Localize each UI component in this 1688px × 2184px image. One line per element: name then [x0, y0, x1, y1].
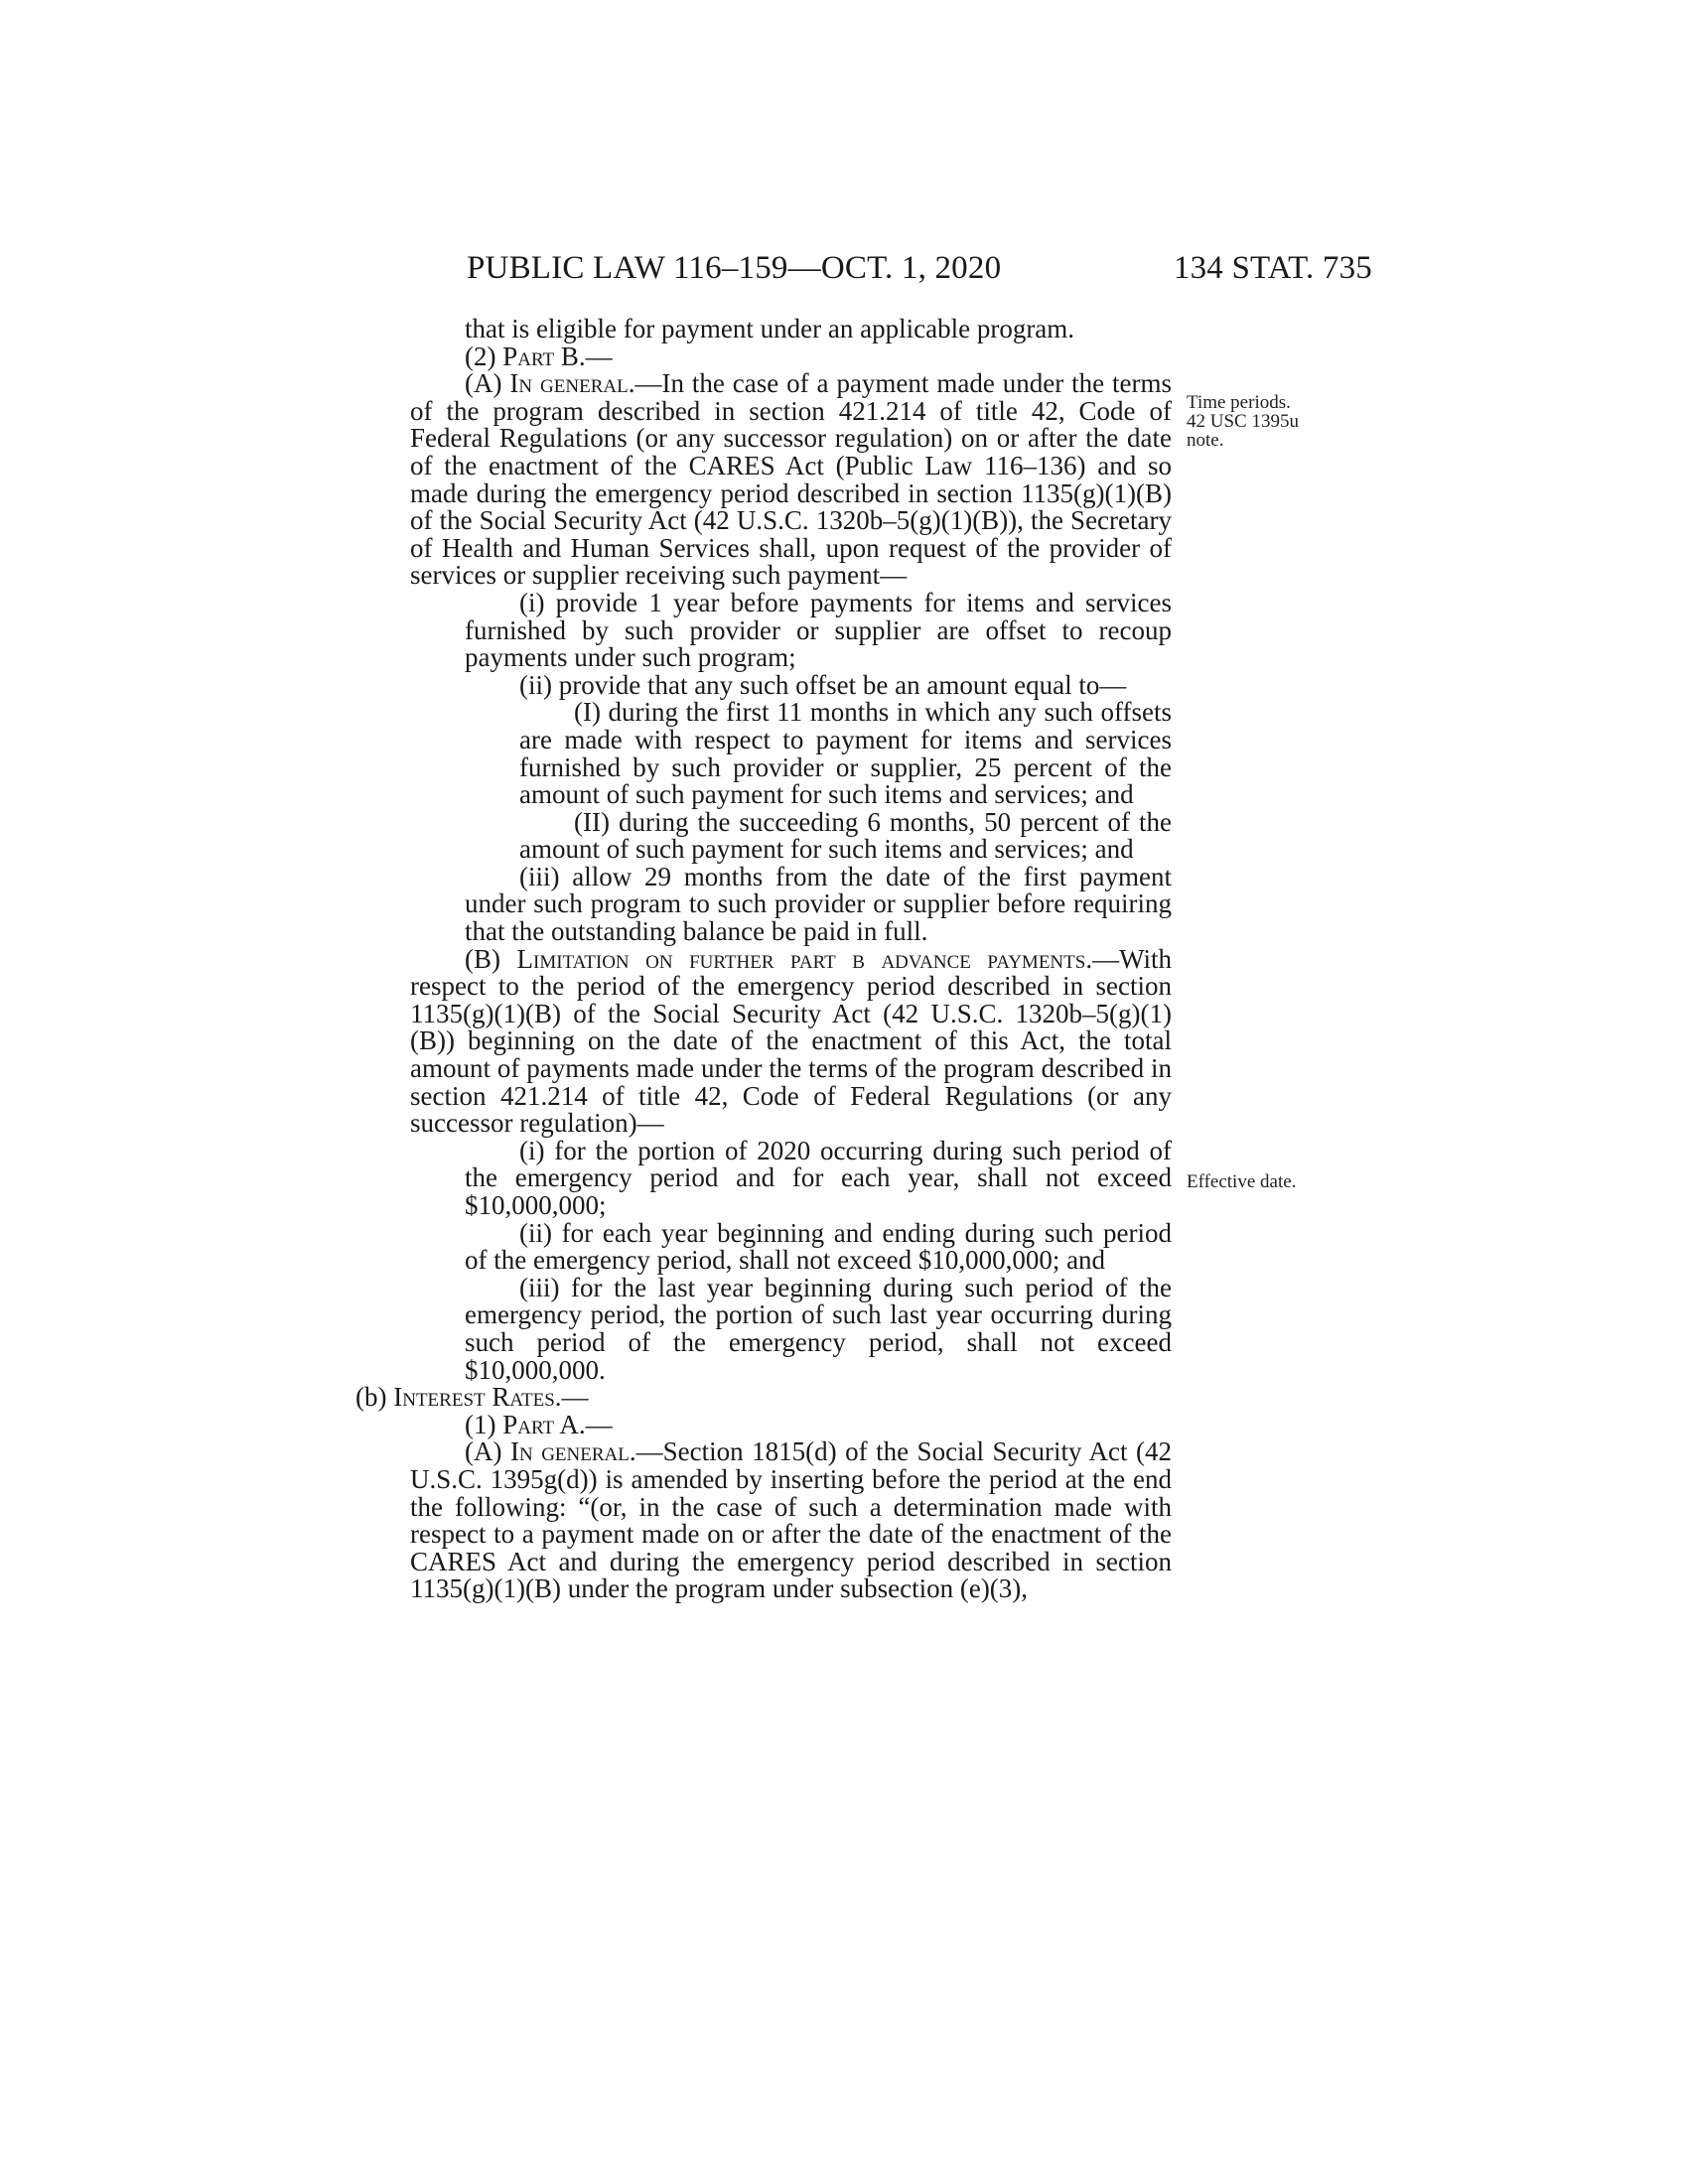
margin-note-usc-citation: 42 USC 1395u: [1187, 411, 1299, 432]
paragraph-1-part-a: (1) Part A.—: [465, 1409, 613, 1439]
header-title: PUBLIC LAW 116–159—OCT. 1, 2020: [467, 250, 1002, 286]
subclause-I-first-11-months: (I) during the first 11 months in which any such offsets are made with respect to payment for items and services furnished by such provider or supplier, 25 percent of the amount of such payment for such items and services; and: [519, 697, 1172, 810]
paragraph-continuation: that is eligible for payment under an applicable program.: [465, 314, 1075, 343]
paragraph-a-section-1815: (A) In general.—Section 1815(d) of the Social Security Act (42 U.S.C. 1395g(d)) is amended by inserting before the period at the end the following: “(or, in the case of such a determination made with respect to a payment made on or after the date of the enactment of the CARES Act and during the emergency period described in section 1135(g)(1)(B) under the program under subsection (e)(3),: [410, 1436, 1172, 1604]
clause-iii-last-year: (iii) for the last year beginning during such period of the emergency period, the portion of such last year occurring during such period of the emergency period, shall not exceed $10,000,000.: [465, 1272, 1172, 1385]
paragraph-b-limitation: (B) Limitation on further part b advance payments.—With respect to the period of the emergency period described in section 1135(g)(1)(B) of the Social Security Act (42 U.S.C. 1320b–5(g)(1)(B)) beginning on the date of the enactment of this Act, the total amount of payments made under the terms of the program described in section 421.214 of title 42, Code of Federal Regulations (or any successor regulation)—: [410, 943, 1172, 1139]
statute-body: [355, 314, 1173, 1604]
clause-iii-allow-29-months: (iii) allow 29 months from the date of the first payment under such program to such provider or supplier before requiring that the outstanding balance be paid in full.: [465, 861, 1172, 947]
margin-note-effective-date: Effective date.: [1187, 1171, 1297, 1192]
paragraph-2-part-b: (2) Part B.—: [465, 341, 613, 371]
clause-i-portion-of-2020: (i) for the portion of 2020 occurring during such period of the emergency period and for each year, shall not exceed $10,000,000;: [465, 1135, 1172, 1220]
clause-i-provide-1-year: (i) provide 1 year before payments for items and services furnished by such provider or supplier are offset to recoup payments under such program;: [465, 587, 1172, 673]
margin-note-time-periods-label: Time periods.: [1187, 392, 1291, 413]
clause-ii-offset-amount: (ii) provide that any such offset be an amount equal to—: [519, 669, 1127, 700]
margin-note-time-periods: [1187, 393, 1345, 450]
subsection-b-interest-rates: (b) Interest Rates.—: [355, 1382, 589, 1413]
clause-ii-each-year: (ii) for each year beginning and ending during such period of the emergency period, shall not exceed $10,000,000; and: [465, 1217, 1172, 1276]
paragraph-a-in-general: (A) In general.—In the case of a payment made under the terms of the program described in section 421.214 of title 42, Code of Federal Regulations (or any successor regulation) on or after the date of the enactment of the CARES Act (Public Law 116–136) and so made during the emergency period described in section 1135(g)(1)(B) of the Social Security Act (42 U.S.C. 1320b–5(g)(1)(B)), the Secretary of Health and Human Services shall, upon request of the provider of services or supplier receiving such payment—: [410, 368, 1173, 591]
subclause-II-succeeding-6-months: (II) during the succeeding 6 months, 50 percent of the amount of such payment for such items and services; and: [519, 806, 1172, 865]
running-header: [467, 250, 1372, 290]
header-page-number: 134 STAT. 735: [1173, 250, 1372, 286]
margin-note-note: note.: [1187, 430, 1224, 451]
